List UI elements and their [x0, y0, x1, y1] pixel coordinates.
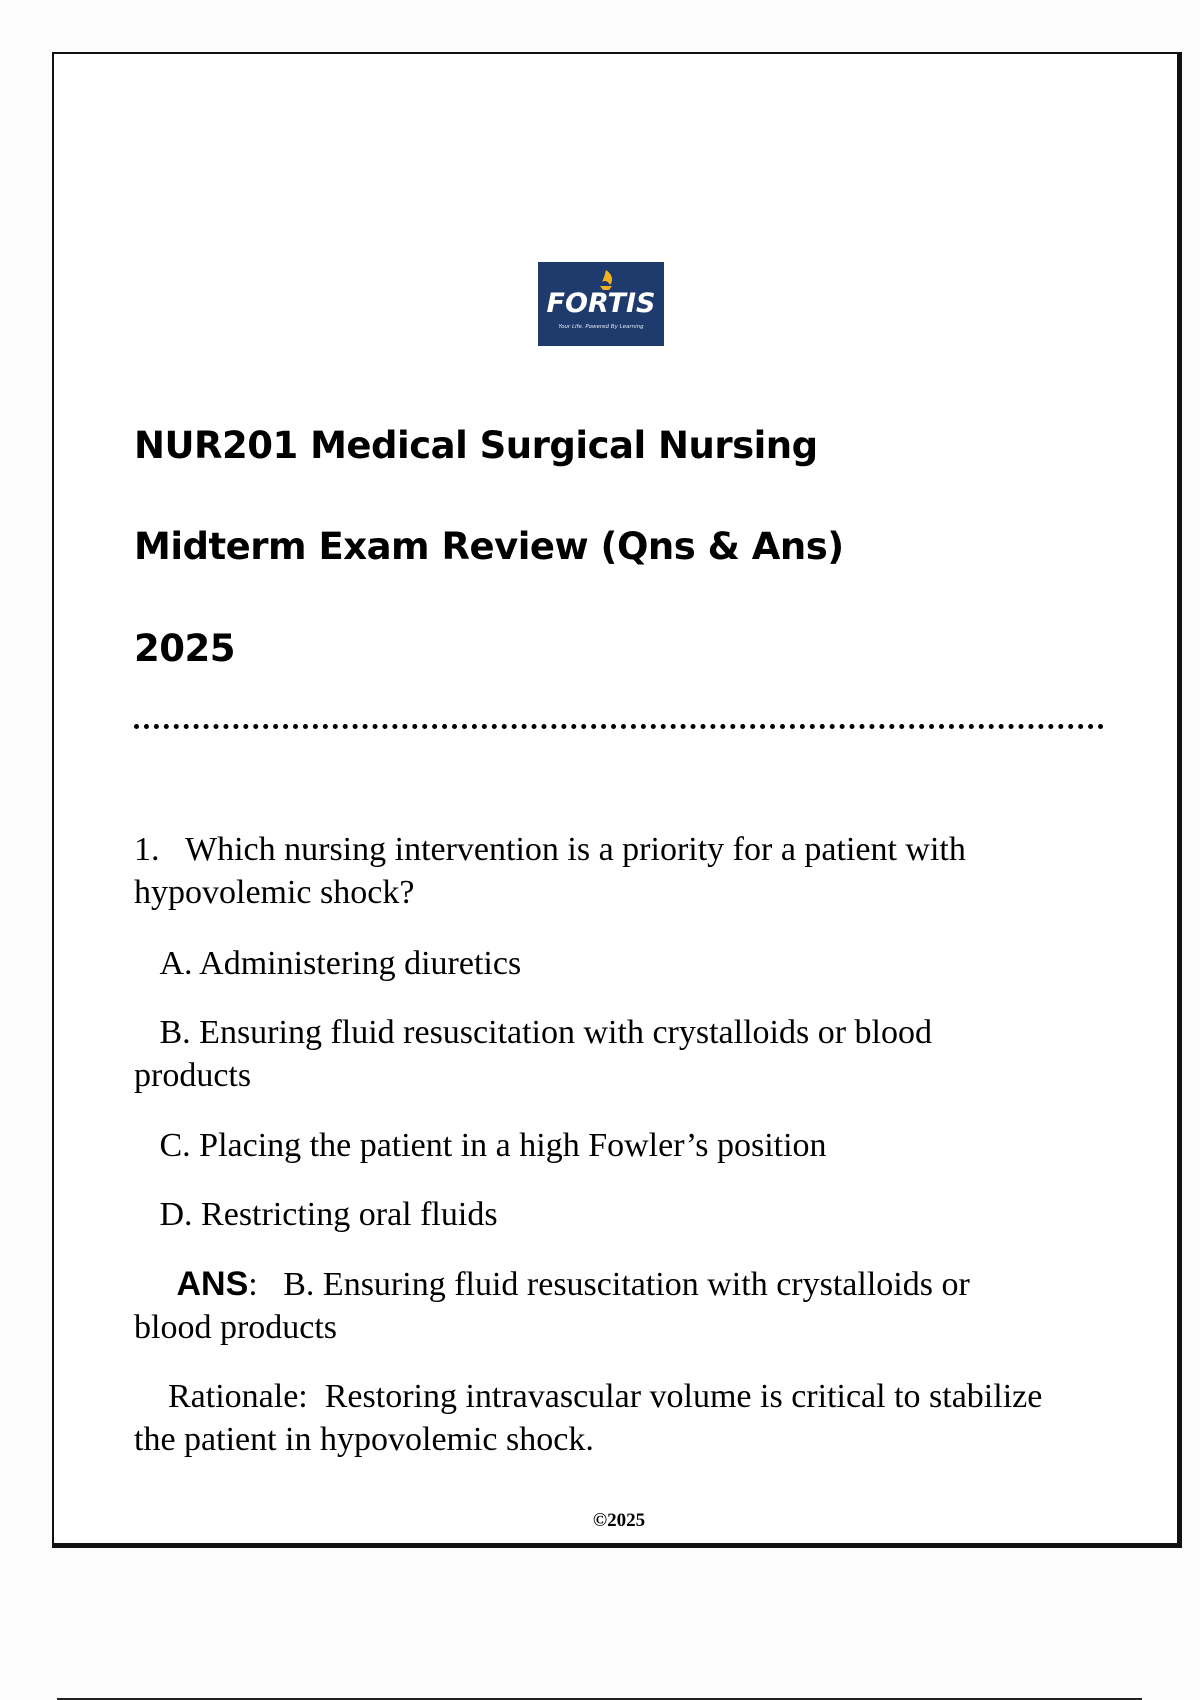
answer: ANS: B. Ensuring fluid resuscitation with crystalloids or blood products [134, 1265, 970, 1346]
logo-tagline: Your Life. Powered By Learning [558, 324, 644, 330]
option-c [134, 1124, 1054, 1167]
option-c-text: C. Placing the patient in a high Fowler’s position [159, 1127, 827, 1164]
option-b-text: B. Ensuring fluid resuscitation with crystalloids or blood products [134, 1014, 932, 1094]
question-text [134, 828, 1054, 914]
answer-label: ANS [176, 1265, 249, 1303]
option-a [134, 942, 1054, 985]
page-title-line2: Midterm Exam Review (Qns & Ans) [134, 525, 844, 568]
answer-text: B. Ensuring fluid resuscitation with crystalloids or blood products [134, 1266, 970, 1346]
page-title-line1: NUR201 Medical Surgical Nursing [134, 424, 818, 467]
option-d [134, 1193, 1054, 1236]
question-number: 1. [134, 831, 160, 868]
rationale-text: Restoring intravascular volume is critical to stabilize the patient in hypovolemic shock. [134, 1378, 1043, 1458]
footer-copyright: ©2025 [592, 1510, 646, 1531]
page-title-year: 2025 [134, 627, 235, 670]
logo-wordmark: FORTIS [546, 288, 656, 319]
option-b [134, 1011, 1054, 1097]
option-a-text: A. Administering diuretics [159, 945, 522, 982]
option-d-text: D. Restricting oral fluids [159, 1196, 498, 1233]
fortis-logo [538, 262, 664, 346]
rationale-label: Rationale: [168, 1378, 308, 1415]
dotted-divider [134, 724, 1104, 729]
rationale [134, 1375, 1054, 1461]
question-body: Which nursing intervention is a priority for a patient with hypovolemic shock? [134, 831, 966, 911]
